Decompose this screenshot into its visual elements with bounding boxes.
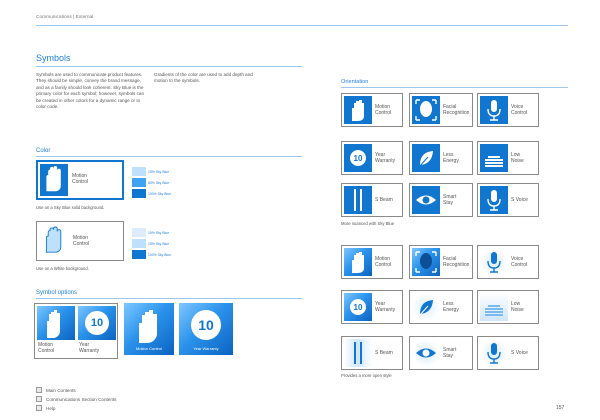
tile-label: Year Warranty bbox=[193, 346, 219, 351]
card-label: Voice Control bbox=[511, 104, 528, 116]
orientation-card bbox=[409, 183, 473, 217]
orientation-card bbox=[477, 93, 539, 127]
card-label: Low Noise bbox=[511, 152, 524, 164]
beam-icon bbox=[344, 339, 372, 367]
orientation-card bbox=[341, 245, 403, 279]
microphone-icon bbox=[480, 248, 508, 276]
swatch-100 bbox=[132, 189, 146, 198]
warranty-number: 10 bbox=[350, 150, 366, 166]
help-icon[interactable] bbox=[36, 405, 42, 411]
warranty-number: 10 bbox=[350, 299, 366, 315]
motion-label: Motion Control bbox=[38, 342, 55, 354]
hand-icon bbox=[344, 248, 372, 276]
options-rule bbox=[36, 298, 302, 299]
warranty-badge-icon bbox=[344, 144, 372, 172]
card-label: Less Energy bbox=[443, 152, 459, 164]
orientation-card bbox=[341, 183, 403, 217]
orientation-card bbox=[341, 141, 403, 175]
orientation-card bbox=[409, 141, 473, 175]
card-label: S Beam bbox=[375, 350, 393, 356]
orientation-card bbox=[409, 290, 473, 324]
card-label: Year Warranty bbox=[375, 301, 396, 313]
orientation-card bbox=[477, 183, 539, 217]
help-link[interactable]: Help bbox=[46, 406, 56, 411]
color-rule bbox=[36, 156, 302, 157]
symbol-card-blue-bg bbox=[36, 160, 124, 200]
header-rule bbox=[36, 25, 568, 26]
page-number: 157 bbox=[556, 405, 565, 411]
warranty-badge-icon bbox=[78, 306, 116, 340]
orientation-card bbox=[409, 336, 473, 370]
card-label: Less Energy bbox=[443, 301, 459, 313]
section-contents-icon[interactable] bbox=[36, 396, 42, 402]
options-outline-card bbox=[34, 303, 118, 359]
face-icon bbox=[412, 248, 440, 276]
warranty-badge-icon: 10 bbox=[191, 310, 221, 340]
symbol-card-white-bg bbox=[36, 221, 124, 261]
eye-icon bbox=[412, 339, 440, 367]
main-contents-link[interactable]: Main Contents bbox=[46, 388, 76, 393]
swatch-15 bbox=[132, 228, 146, 237]
swatch-label: 15% Sky Blue bbox=[148, 242, 170, 246]
symbol-label: Motion Control bbox=[72, 173, 89, 185]
card-label: Year Warranty bbox=[375, 152, 396, 164]
microphone-icon bbox=[480, 186, 508, 214]
hand-icon bbox=[40, 164, 68, 196]
card-label: Facial Recognition bbox=[443, 256, 470, 268]
swatch-label: 100% Sky Blue bbox=[148, 192, 171, 196]
hand-icon bbox=[344, 96, 372, 124]
symbol-label: Motion Control bbox=[73, 235, 90, 247]
year-warranty-tile bbox=[179, 303, 233, 355]
microphone-icon bbox=[480, 339, 508, 367]
swatch-label: 15% Sky Blue bbox=[148, 170, 170, 174]
leaf-icon bbox=[412, 144, 440, 172]
orientation-card bbox=[477, 245, 539, 279]
beam-icon bbox=[344, 186, 372, 214]
card-label: Low Noise bbox=[511, 301, 524, 313]
orientation-card bbox=[341, 93, 403, 127]
options-heading: Symbol options bbox=[36, 290, 78, 296]
orientation-card bbox=[409, 245, 473, 279]
swatch-label: 100% Sky Blue bbox=[148, 253, 171, 257]
noise-bars-icon bbox=[480, 293, 508, 321]
eye-icon bbox=[412, 186, 440, 214]
swatch-label: 15% Sky Blue bbox=[148, 231, 170, 235]
intro-right: Gradients of the color are used to add depth and motion to the symbols. bbox=[154, 72, 253, 84]
year-label: Year Warranty bbox=[79, 342, 100, 354]
card-label: Facial Recognition bbox=[443, 104, 470, 116]
card-label: Smart Stay bbox=[443, 347, 457, 359]
card-label: S Voice bbox=[511, 197, 528, 203]
warranty-badge-icon bbox=[344, 293, 372, 321]
color-heading: Color bbox=[36, 148, 51, 154]
orientation-card bbox=[409, 93, 473, 127]
tile-label: Motion Control bbox=[135, 346, 162, 351]
orientation-card bbox=[477, 290, 539, 324]
page-title: Symbols bbox=[36, 53, 71, 63]
title-rule bbox=[36, 66, 302, 67]
swatch-15 bbox=[132, 167, 146, 176]
face-icon bbox=[412, 96, 440, 124]
swatch-15 bbox=[132, 239, 146, 248]
card-label: S Voice bbox=[511, 350, 528, 356]
caption-blue-bg: Use on a Sky Blue solid background. bbox=[36, 205, 105, 210]
card-label: Motion Control bbox=[375, 256, 392, 268]
card-label: Voice Control bbox=[511, 256, 528, 268]
main-contents-icon[interactable] bbox=[36, 387, 42, 393]
swatch-100 bbox=[132, 250, 146, 259]
hand-icon bbox=[37, 306, 75, 340]
breadcrumb: Communications | External bbox=[36, 15, 94, 20]
orientation-card bbox=[477, 141, 539, 175]
intro-left: Symbols are used to communicate product features. They should be simple, convey the brand message, and as a family should look coherent. Sky Blue is the primary color for each symbol; however, symbols can be created in other colors for a dynamic range or to color code. bbox=[36, 72, 144, 110]
orientation-card bbox=[477, 336, 539, 370]
leaf-icon bbox=[412, 293, 440, 321]
warranty-number: 10 bbox=[85, 311, 109, 335]
motion-control-tile bbox=[124, 303, 174, 355]
swatch-label: 80% Sky Blue bbox=[148, 181, 170, 185]
orientation-rule bbox=[341, 87, 568, 88]
card-label: Motion Control bbox=[375, 104, 392, 116]
card-label: S Beam bbox=[375, 197, 393, 203]
card-label: Smart Stay bbox=[443, 194, 457, 206]
noise-bars-icon bbox=[480, 144, 508, 172]
caption-white-bg: Use on a White background. bbox=[36, 266, 89, 271]
orientation-card bbox=[341, 290, 403, 324]
swatch-80 bbox=[132, 178, 146, 187]
hand-icon bbox=[40, 225, 68, 257]
orientation-heading: Orientation bbox=[341, 79, 369, 85]
set1-caption: More nuanced with Sky Blue bbox=[341, 221, 395, 226]
microphone-icon bbox=[480, 96, 508, 124]
set2-caption: Provides a more open style bbox=[341, 373, 392, 378]
section-contents-link[interactable]: Communications Section Contents bbox=[46, 397, 117, 402]
orientation-card bbox=[341, 336, 403, 370]
